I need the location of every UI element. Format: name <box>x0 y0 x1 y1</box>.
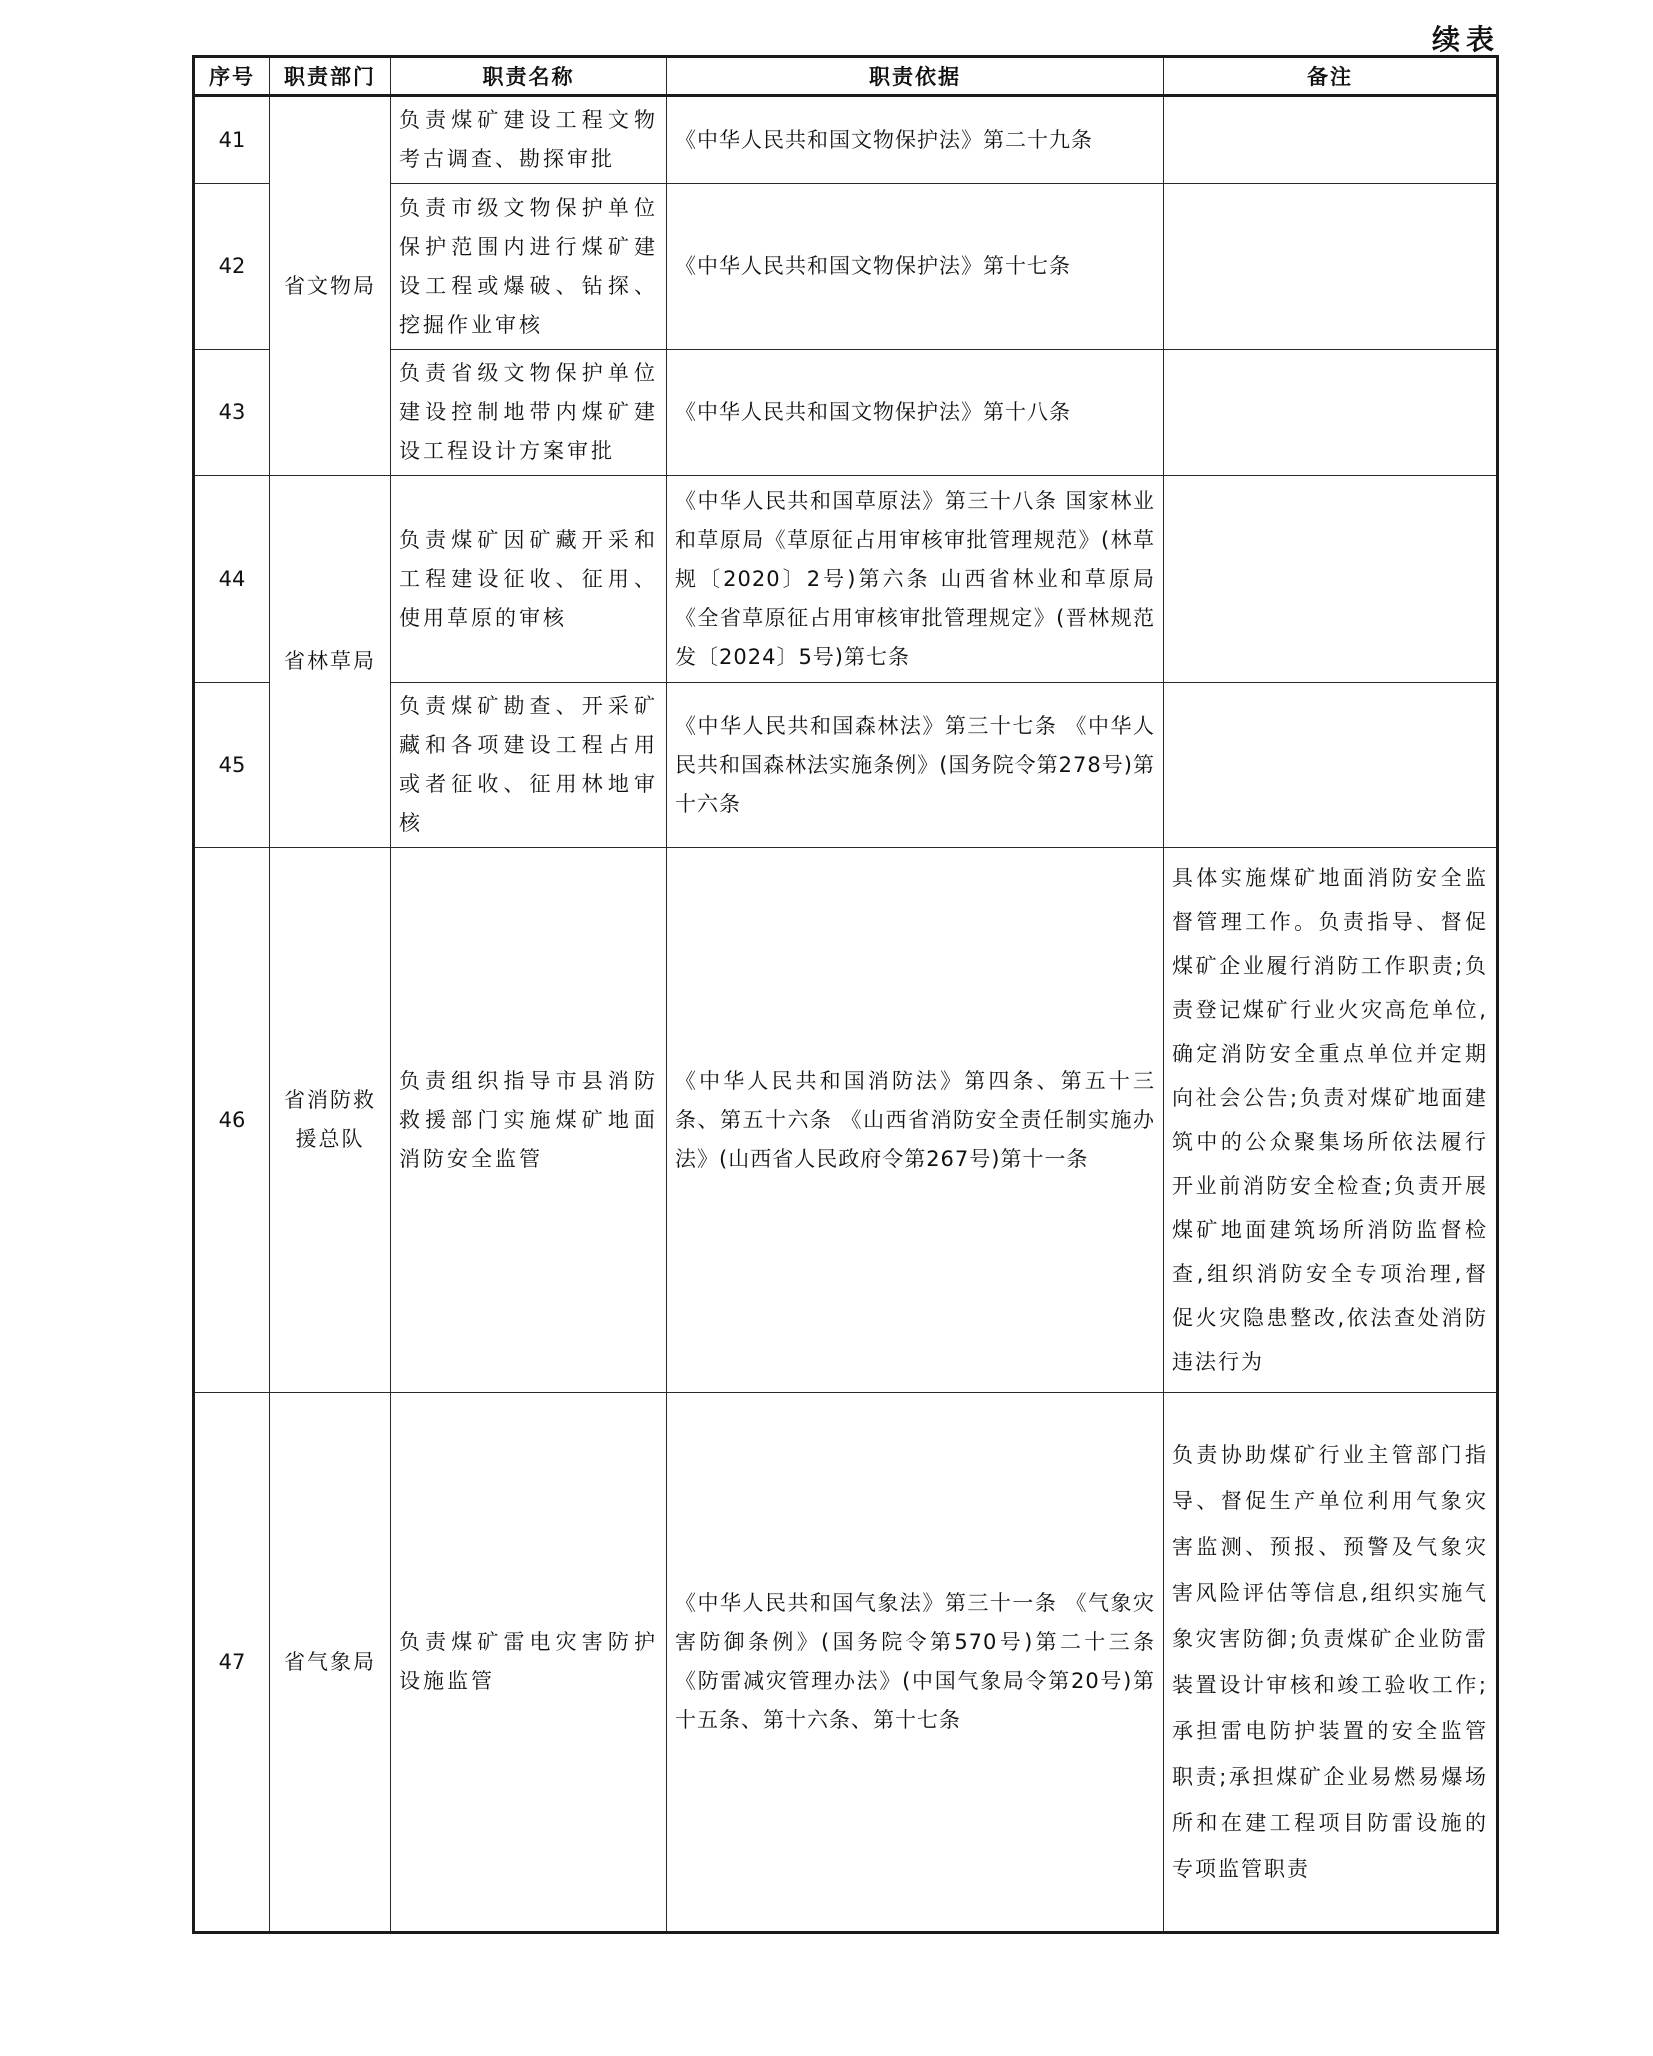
row-dept: 省文物局 <box>270 96 391 476</box>
row-duty-basis: 《中华人民共和国文物保护法》第十八条 <box>667 350 1164 476</box>
row-no: 47 <box>194 1393 270 1933</box>
row-no: 45 <box>194 683 270 848</box>
header-basis: 职责依据 <box>667 57 1164 96</box>
row-dept: 省林草局 <box>270 476 391 848</box>
row-no: 46 <box>194 848 270 1393</box>
table-header-row <box>194 57 1498 96</box>
row-dept: 省消防救援总队 <box>270 848 391 1393</box>
row-duty-basis: 《中华人民共和国消防法》第四条、第五十三条、第五十六条 《山西省消防安全责任制实施办法》(山西省人民政府令第267号)第十一条 <box>667 848 1164 1393</box>
table-row <box>194 476 1498 683</box>
header-no: 序号 <box>194 57 270 96</box>
row-duty-basis: 《中华人民共和国草原法》第三十八条 国家林业和草原局《草原征占用审核审批管理规范》(林草规〔2020〕2号)第六条 山西省林业和草原局《全省草原征占用审核审批管理规定》(晋林规范发〔2024〕5号)第七条 <box>667 476 1164 683</box>
header-remark: 备注 <box>1164 57 1498 96</box>
row-dept: 省气象局 <box>270 1393 391 1933</box>
row-duty-name: 负责市级文物保护单位保护范围内进行煤矿建设工程或爆破、钻探、挖掘作业审核 <box>391 184 667 350</box>
row-no: 44 <box>194 476 270 683</box>
row-remark: 具体实施煤矿地面消防安全监督管理工作。负责指导、督促煤矿企业履行消防工作职责;负责登记煤矿行业火灾高危单位,确定消防安全重点单位并定期向社会公告;负责对煤矿地面建筑中的公众聚集场所依法履行开业前消防安全检查;负责开展煤矿地面建筑场所消防监督检查,组织消防安全专项治理,督促火灾隐患整改,依法查处消防违法行为 <box>1164 848 1498 1393</box>
row-remark <box>1164 476 1498 683</box>
table-row <box>194 96 1498 184</box>
row-duty-basis: 《中华人民共和国文物保护法》第十七条 <box>667 184 1164 350</box>
row-duty-name: 负责组织指导市县消防救援部门实施煤矿地面消防安全监管 <box>391 848 667 1393</box>
row-remark <box>1164 184 1498 350</box>
row-remark <box>1164 350 1498 476</box>
continued-label: 续表 <box>1431 23 1500 56</box>
row-duty-basis: 《中华人民共和国气象法》第三十一条 《气象灾害防御条例》(国务院令第570号)第二十三条 《防雷减灾管理办法》(中国气象局令第20号)第十五条、第十六条、第十七条 <box>667 1393 1164 1933</box>
row-remark <box>1164 96 1498 184</box>
header-dept: 职责部门 <box>270 57 391 96</box>
row-duty-name: 负责煤矿因矿藏开采和工程建设征收、征用、使用草原的审核 <box>391 476 667 683</box>
row-duty-name: 负责省级文物保护单位建设控制地带内煤矿建设工程设计方案审批 <box>391 350 667 476</box>
row-duty-name: 负责煤矿建设工程文物考古调查、勘探审批 <box>391 96 667 184</box>
row-duty-basis: 《中华人民共和国文物保护法》第二十九条 <box>667 96 1164 184</box>
row-duty-name: 负责煤矿雷电灾害防护设施监管 <box>391 1393 667 1933</box>
row-no: 42 <box>194 184 270 350</box>
row-remark <box>1164 683 1498 848</box>
row-no: 43 <box>194 350 270 476</box>
row-remark: 负责协助煤矿行业主管部门指导、督促生产单位利用气象灾害监测、预报、预警及气象灾害风险评估等信息,组织实施气象灾害防御;负责煤矿企业防雷装置设计审核和竣工验收工作;承担雷电防护装置的安全监管职责;承担煤矿企业易燃易爆场所和在建工程项目防雷设施的专项监管职责 <box>1164 1393 1498 1933</box>
row-no: 41 <box>194 96 270 184</box>
row-duty-name: 负责煤矿勘查、开采矿藏和各项建设工程占用或者征收、征用林地审核 <box>391 683 667 848</box>
duty-table <box>192 55 1499 1934</box>
header-name: 职责名称 <box>391 57 667 96</box>
row-duty-basis: 《中华人民共和国森林法》第三十七条 《中华人民共和国森林法实施条例》(国务院令第278号)第十六条 <box>667 683 1164 848</box>
table-row <box>194 1393 1498 1933</box>
table-row <box>194 848 1498 1393</box>
